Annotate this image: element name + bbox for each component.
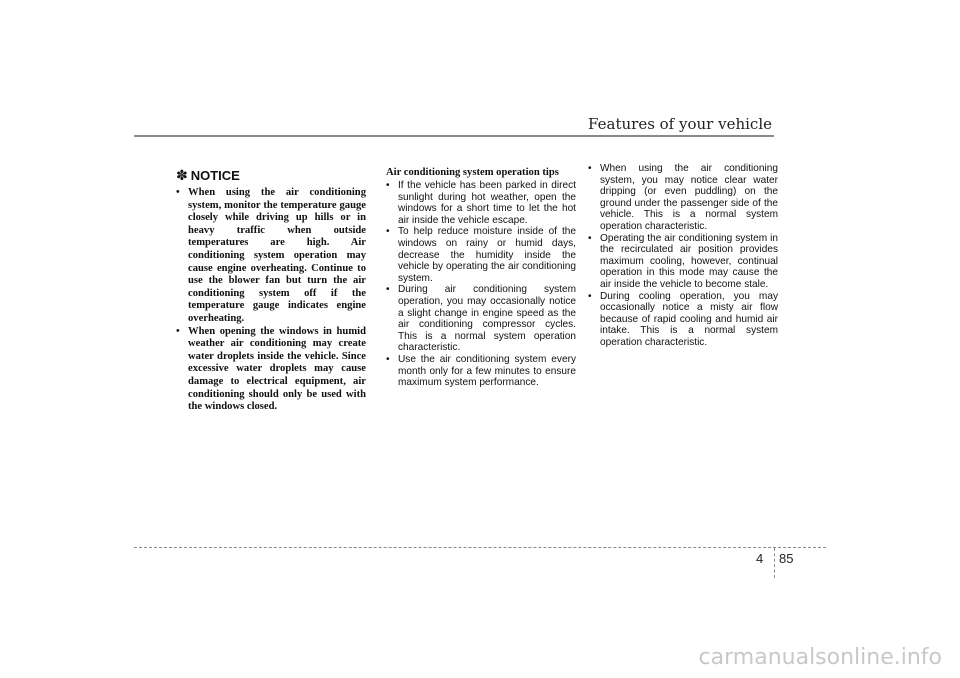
- watermark: carmanualsonline.info: [698, 645, 942, 670]
- notice-column: [176, 163, 366, 414]
- tip-item: • During air conditioning system operation, you may occasionally notice a slight change in engine speed as the air conditioning compressor cycles. This is a normal system operation characteristic.: [386, 284, 576, 354]
- page-number-divider: [774, 548, 775, 578]
- notice-title-text: NOTICE: [190, 168, 240, 183]
- page-number: 85: [779, 551, 794, 566]
- tips-heading: Air conditioning system operation tips: [386, 167, 559, 178]
- more-tips-list: [588, 163, 778, 349]
- tip-item: • To help reduce moisture inside of the windows on rainy or humid days, decrease the humidity inside the vehicle by operating the air conditioning system.: [386, 226, 576, 284]
- more-tips-column: [588, 163, 778, 349]
- notice-item: • When opening the windows in humid weather air conditioning may create water droplets inside the vehicle. Since excessive water droplets may cause damage to electrical equipment, air conditioning should only be used with the windows closed.: [176, 326, 366, 414]
- footer-rule: [134, 547, 826, 548]
- tips-list: [386, 180, 576, 389]
- chapter-number: 4: [756, 551, 764, 566]
- notice-list: [176, 187, 366, 414]
- notice-title: [176, 167, 366, 184]
- tip-item: • If the vehicle has been parked in direct sunlight during hot weather, open the windows for a short time to let the hot air inside the vehicle escape.: [386, 180, 576, 226]
- header-rule: [134, 135, 774, 137]
- tip-item: • Use the air conditioning system every month only for a few minutes to ensure maximum system performance.: [386, 354, 576, 389]
- page-header-title: Features of your vehicle: [588, 115, 772, 133]
- tip-item: • Operating the air conditioning system in the recirculated air position provides maximum cooling, however, continual operation in this mode may cause the air inside the vehicle to become stale.: [588, 233, 778, 291]
- notice-item: • When using the air conditioning system, monitor the temperature gauge closely while driving up hills or in heavy traffic when outside temperatures are high. Air conditioning system operation may cause engine overheating. Continue to use the blower fan but turn the air conditioning system off if the temperature gauge indicates engine overheating.: [176, 187, 366, 326]
- tip-item: • During cooling operation, you may occasionally notice a misty air flow because of rapid cooling and humid air intake. This is a normal system operation characteristic.: [588, 291, 778, 349]
- tip-item: • When using the air conditioning system, you may notice clear water dripping (or even puddling) on the ground under the passenger side of the vehicle. This is a normal system operation characteristic.: [588, 163, 778, 233]
- tips-column: [386, 163, 576, 389]
- notice-star-icon: ✽: [176, 167, 188, 183]
